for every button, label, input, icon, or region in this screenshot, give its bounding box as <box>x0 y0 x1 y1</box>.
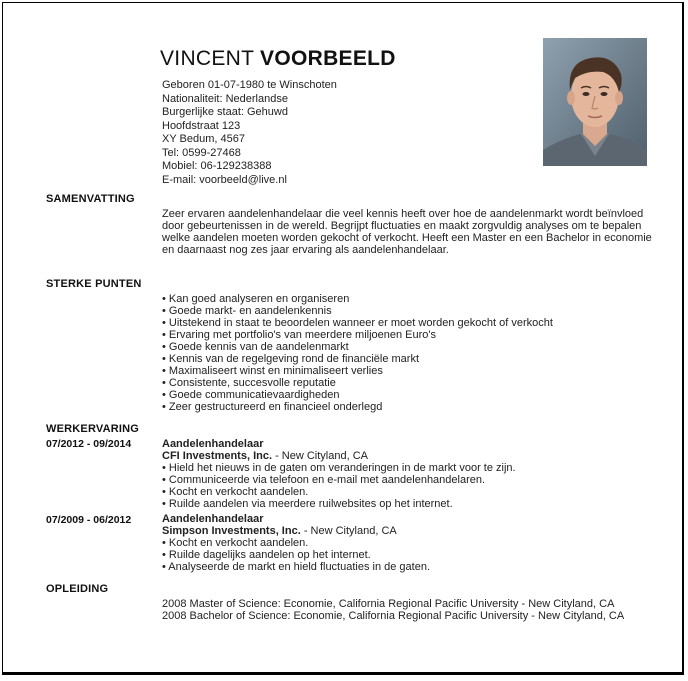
summary-heading: SAMENVATTING <box>46 193 135 205</box>
contact-line: Tel: 0599-27468 <box>162 146 241 159</box>
last-name: VOORBEELD <box>260 47 396 70</box>
job-dates: 07/2012 - 09/2014 <box>46 438 132 450</box>
list-item: • Ruilde dagelijks aandelen op het internet. <box>162 549 371 561</box>
company-name: CFI Investments, Inc. <box>162 450 273 462</box>
summary-text: Zeer ervaren aandelenhandelaar die veel kennis heeft over hoe de aandelenmarkt wordt beïnvloed door gebeurtenissen in de wereld. Begrijpt fluctuaties en maakt zorgvuldig analyses om te bepalen welke aandelen moeten worden gekocht of verkocht. Heeft een Master en een Bachelor in economie en daarnaast nog zes jaar ervaring als aandelenhandelaar. <box>162 208 652 256</box>
contact-details <box>162 79 337 187</box>
list-item: • Zeer gestructureerd en financieel onderlegd <box>162 401 383 413</box>
contact-line: Geboren 01-07-1980 te Winschoten <box>162 79 337 91</box>
contact-line: Hoofdstraat 123 <box>162 119 241 132</box>
strengths-list <box>162 293 652 413</box>
education-list <box>162 598 642 622</box>
list-item: • Goede communicatievaardigheden <box>162 389 340 401</box>
company-location: - New Cityland, CA <box>300 525 397 537</box>
list-item: • Uitstekend in staat te beoordelen wanneer er moet worden gekocht of verkocht <box>162 317 553 329</box>
contact-line: Mobiel: 06-129238388 <box>162 160 272 172</box>
list-item: • Kennis van de regelgeving rond de financiële markt <box>162 353 420 365</box>
resume-page <box>2 2 684 675</box>
list-item: • Kan goed analyseren en organiseren <box>162 293 350 305</box>
list-item: • Goede kennis van de aandelenmarkt <box>162 341 349 353</box>
contact-line: Burgerlijke staat: Gehuwd <box>162 106 288 118</box>
list-item: • Consistente, succesvolle reputatie <box>162 377 336 389</box>
job-bullets <box>162 537 430 573</box>
contact-line: E-mail: voorbeeld@live.nl <box>162 173 287 186</box>
job-entry <box>162 513 430 573</box>
experience-heading: WERKERVARING <box>46 423 140 435</box>
list-item: • Ruilde aandelen via meerdere ruilwebsites op het internet. <box>162 498 453 510</box>
list-item: • Kocht en verkocht aandelen. <box>162 537 309 549</box>
strengths-heading: STERKE PUNTEN <box>46 278 142 290</box>
list-item: 2008 Bachelor of Science: Economie, California Regional Pacific University - New Cityland, CA <box>162 610 625 622</box>
list-item: • Kocht en verkocht aandelen. <box>162 486 309 498</box>
job-title: Aandelenhandelaar <box>162 513 264 525</box>
profile-photo <box>543 38 647 166</box>
list-item: • Hield het nieuws in de gaten om veranderingen in de markt voor te zijn. <box>162 462 516 474</box>
job-company <box>162 450 516 462</box>
job-dates: 07/2009 - 06/2012 <box>46 514 132 526</box>
company-name: Simpson Investments, Inc. <box>162 525 301 537</box>
education-heading: OPLEIDING <box>46 583 109 595</box>
company-location: - New Cityland, CA <box>272 450 369 462</box>
job-bullets <box>162 462 516 510</box>
contact-line: Nationaliteit: Nederlandse <box>162 92 288 105</box>
list-item: • Goede markt- en aandelenkennis <box>162 305 332 317</box>
candidate-name <box>160 47 396 71</box>
list-item: • Communiceerde via telefoon en e-mail met aandelenhandelaren. <box>162 474 486 486</box>
first-name: VINCENT <box>160 47 254 70</box>
contact-line: XY Bedum, 4567 <box>162 133 245 145</box>
list-item: • Analyseerde de markt en hield fluctuaties in de gaten. <box>162 561 431 573</box>
job-entry <box>162 438 516 510</box>
list-item: 2008 Master of Science: Economie, California Regional Pacific University - New Cityland, CA <box>162 598 615 610</box>
list-item: • Ervaring met portfolio's van meerdere miljoenen Euro's <box>162 329 437 341</box>
job-company <box>162 525 430 537</box>
job-title: Aandelenhandelaar <box>162 438 264 450</box>
list-item: • Maximaliseert winst en minimaliseert verlies <box>162 365 383 377</box>
